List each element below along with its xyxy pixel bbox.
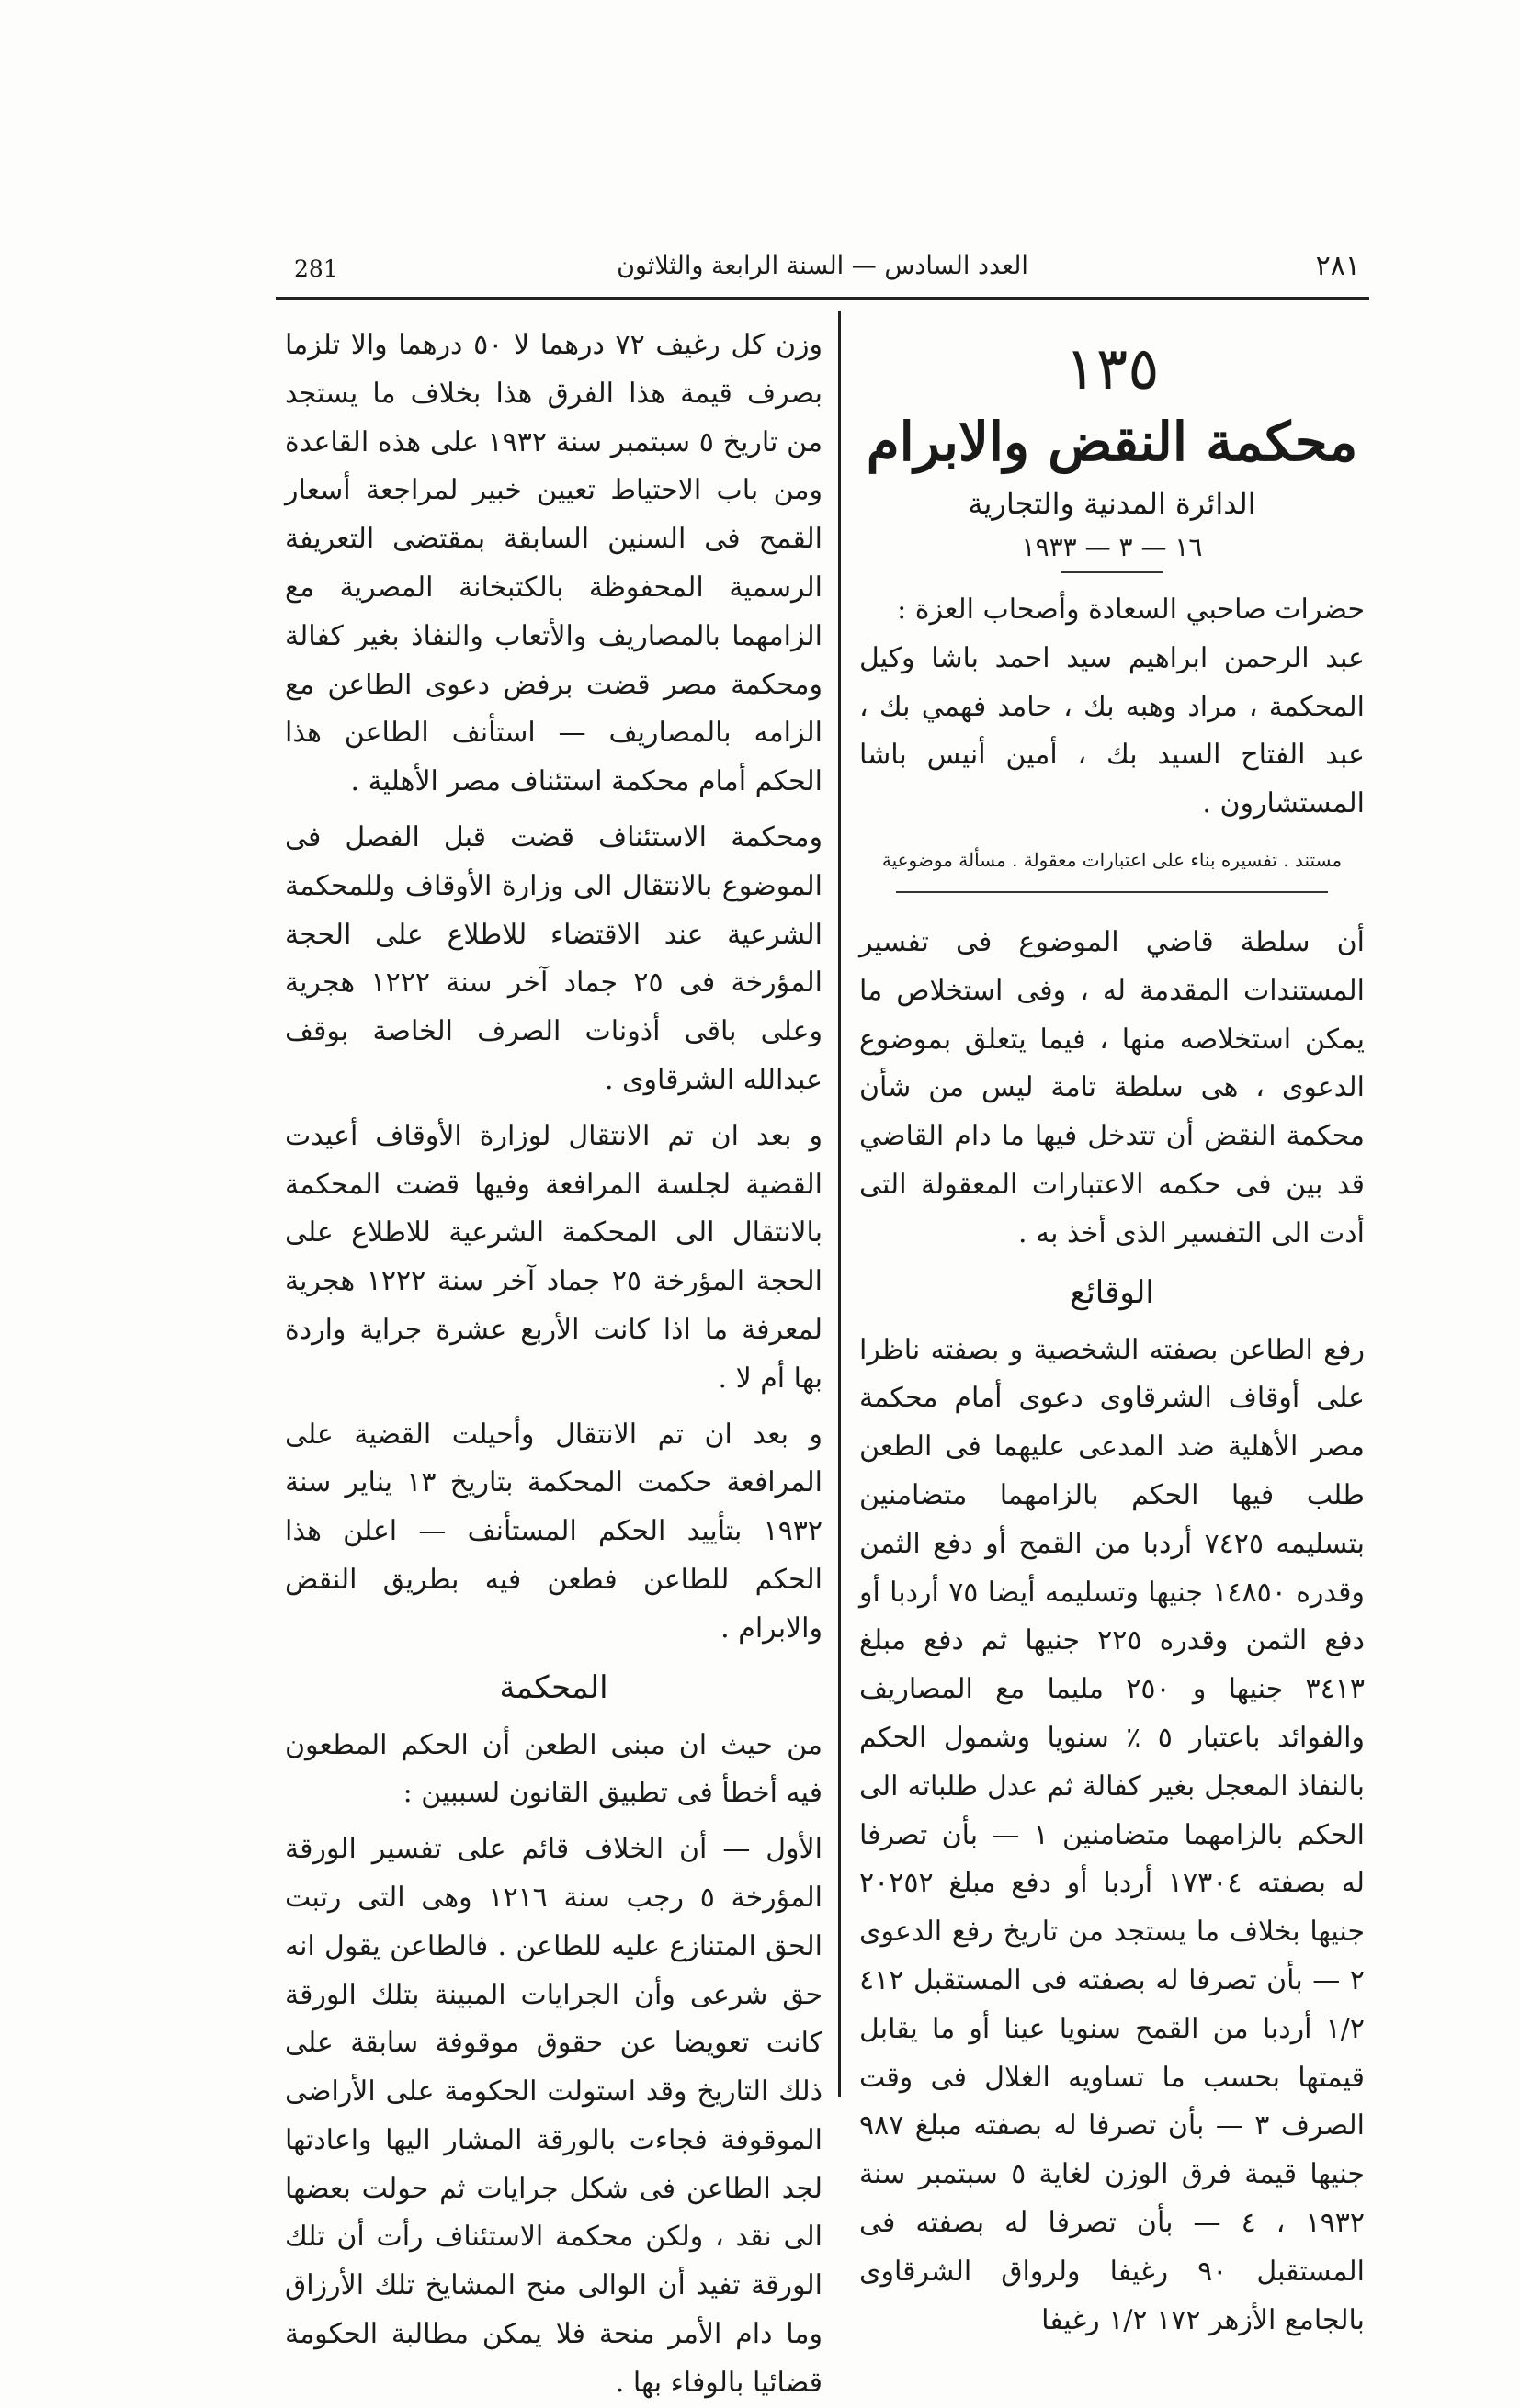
court-heading: المحكمة xyxy=(499,1668,608,1706)
paragraph: وزن كل رغيف ٧٢ درهما لا ٥٠ درهما والا تلزما بصرف قيمة هذا الفرق هذا بخلاف ما يستجد من تاريخ ٥ سبتمبر سنة ١٩٣٢ على هذه القاعدة ومن باب الاحتياط تعيين خبير لمراجعة أسعار القمح فى السنين السابقة بمقتضى التعريفة الرسمية المحفوظة بالكتبخانة المصرية مع الزامهما بالمصاريف والأتعاب والنفاذ بغير كفالة ومحكمة مصر قضت برفض دعوى الطاعن مع الزامه بالمصاريف — استأنف الطاعن هذا الحكم أمام محكمة استئناف مصر الأهلية . xyxy=(285,329,823,798)
right-column xyxy=(859,322,1365,2345)
paragraph: و بعد ان تم الانتقال لوزارة الأوقاف أعيدت القضية لجلسة المرافعة وفيها قضت المحكمة بالانتقال الى المحكمة الشرعية للاطلاع على الحجة المؤرخة ٢٥ جماد آخر سنة ١٢٢٢ هجرية لمعرفة ما اذا كانت الأربع عشرة جراية واردة بها أم لا . xyxy=(285,1119,822,1395)
page-number-latin: 281 xyxy=(294,255,338,282)
judges-intro: حضرات صاحبي السعادة وأصحاب العزة : xyxy=(897,594,1365,626)
case-number: ١٣٥ xyxy=(1064,335,1160,403)
left-column xyxy=(285,322,822,2408)
date-rule xyxy=(1061,571,1163,573)
paragraph: من حيث ان مبنى الطعن أن الحكم المطعون فيه أخطأ فى تطبيق القانون لسببين : xyxy=(285,1728,822,1810)
facts-heading: الوقائع xyxy=(1070,1273,1154,1311)
summary-rule xyxy=(896,891,1328,893)
circuit-name: الدائرة المدنية والتجارية xyxy=(968,486,1256,521)
paragraph: و بعد ان تم الانتقال وأحيلت القضية على المرافعة حكمت المحكمة بتاريخ ١٣ يناير سنة ١٩٣٢ بتأييد الحكم المستأنف — اعلن هذا الحكم للطاعن فطعن فيه بطريق النقض والابرام . xyxy=(285,1418,822,1645)
judges-names: عبد الرحمن ابراهيم سيد احمد باشا وكيل المحكمة ، مراد وهبه بك ، حامد فهمي بك ، عبد الفتاح السيد بك ، أمين أنيس باشا المستشارون . xyxy=(859,641,1365,820)
column-divider xyxy=(838,311,841,2097)
court-name: محكمة النقض والابرام xyxy=(866,411,1358,473)
session-date: ١٦ — ٣ — ١٩٣٣ xyxy=(1021,532,1203,562)
header-rule xyxy=(276,297,1369,300)
page-number-arabic: ٢٨١ xyxy=(1315,250,1360,282)
legal-principle: أن سلطة قاضي الموضوع فى تفسير المستندات المقدمة له ، وفى استخلاص ما يمكن استخلاصه منها ، فيما يتعلق بموضوع الدعوى ، هى سلطة تامة ليس من شأن محكمة النقض أن تتدخل فيها ما دام القاضي قد بين فى حكمه الاعتبارات المعقولة التى أدت الى التفسير الذى أخذ به . xyxy=(859,925,1365,1249)
summary-keywords: مستند . تفسيره بناء على اعتبارات معقولة . مسألة موضوعية xyxy=(881,848,1343,871)
running-title: العدد السادس — السنة الرابعة والثلاثون xyxy=(617,252,1028,280)
page-header xyxy=(276,250,1369,287)
paragraph: الأول — أن الخلاف قائم على تفسير الورقة المؤرخة ٥ رجب سنة ١٢١٦ وهى التى رتبت الحق المتنازع عليه للطاعن . فالطاعن يقول انه حق شرعى وأن الجرايات المبينة بتلك الورقة كانت تعويضا عن حقوق موقوفة سابقة على ذلك التاريخ وقد استولت الحكومة على الأراضى الموقوفة فجاءت بالورقة المشار اليها واعادتها لجد الطاعن فى شكل جرايات ثم حولت بعضها الى نقد ، ولكن محكمة الاستئناف رأت أن تلك الورقة تفيد أن الوالى منح المشايخ تلك الأرزاق وما دام الأمر منحة فلا يمكن مطالبة الحكومة قضائيا بالوفاء بها . xyxy=(285,1833,822,2399)
facts-text: رفع الطاعن بصفته الشخصية و بصفته ناظرا على أوقاف الشرقاوى دعوى أمام محكمة مصر الأهلية ضد المدعى عليهما فى الطعن طلب فيها الحكم بالزامهما متضامنين بتسليمه ٧٤٢٥ أردبا من القمح أو دفع الثمن وقدره ١٤٨٥٠ جنيها وتسليمه أيضا ٧٥ أردبا أو دفع الثمن وقدره ٢٢٥ جنيها ثم دفع مبلغ ٣٤١٣ جنيها و ٢٥٠ مليما مع المصاريف والفوائد باعتبار ٥ ٪ سنويا وشمول الحكم بالنفاذ المعجل بغير كفالة ثم عدل طلباته الى الحكم بالزامهما متضامنين ١ — بأن تصرفا له بصفته ١٧٣٠٤ أردبا أو دفع مبلغ ٢٠٢٥٢ جنيها بخلاف ما يستجد من تاريخ رفع الدعوى ٢ — بأن تصرفا له بصفته فى المستقبل ٤١٢ ١/٢ أردبا من القمح سنويا عينا أو ما يقابل قيمتها بحسب ما تساويه الغلال فى وقت الصرف ٣ — بأن تصرفا له بصفته مبلغ ٩٨٧ جنيها قيمة فرق الوزن لغاية ٥ سبتمبر سنة ١٩٣٢ ، ٤ — بأن تصرفا له بصفته فى المستقبل ٩٠ رغيفا ولرواق الشرقاوى بالجامع الأزهر ١٧٢ ١/٢ رغيفا xyxy=(859,1333,1365,2336)
paragraph: ومحكمة الاستئناف قضت قبل الفصل فى الموضوع بالانتقال الى وزارة الأوقاف وللمحكمة الشرعية عند الاقتضاء للاطلاع على الحجة المؤرخة فى ٢٥ جماد آخر سنة ١٢٢٢ هجرية وعلى باقى أذونات الصرف الخاصة بوقف عبدالله الشرقاوى . xyxy=(285,820,822,1096)
